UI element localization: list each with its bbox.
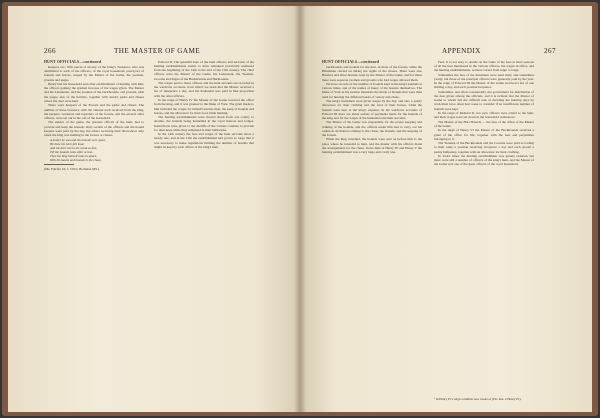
left-col2-para-3: In the reign of Henry IV the Master of the Game received the office from the king, and it was granted to the Duke of York. The grant made to him included the wages for himself and his men, the keep of hounds and horses, and the allowance for their food while hunting. (154, 98, 254, 115)
right-section-head: HUNT OFFICIALS—continued (322, 60, 380, 64)
left-col2-para-1: Edward II. The splendid state of the hunt officers and servants of the hunting establishments seems to have remained practically unaltered from the beginning of the 14th to the end of the 15th century. The chief officers were the Master of the Game, his Lieutenant, the Yeomen, Grooms and Pages of the Buckhounds and Harthounds. (154, 60, 254, 81)
right-col2-para-6: In the reign of Henry VI the Master of the Buckhounds received a grant of the office for life, together with the fees and perquisites belonging to it. (434, 128, 534, 141)
footnote-rule (44, 164, 74, 165)
left-column-1 (44, 60, 144, 172)
verse-line: And the deer ran in the wood so fast, (50, 145, 98, 150)
right-page-number: 267 (544, 47, 556, 55)
right-col2-para-4: In the reign of Richard II, two new officers were added to the hunt, and their wages were set down in the household ordinances: (434, 111, 534, 120)
left-col1-para-4: The master of the game, the greatest official of the hunt, had to provide and keep the hounds. Only certain of the officers and the hound keepers were paid by the day, the others receiving their allowances only when the king was hunting in the forests or chases. (44, 120, 144, 137)
verse-line: Till the hounds came after at last. (50, 149, 93, 154)
verse-line: He blew his horn full loud, (50, 141, 85, 146)
right-col1-para-3: The king's huntsmen were given wages by the day, and also a yearly allowance for their clothing and the food of their horses, while the hounds were kept at the king's expense. In the wardrobe accounts of Edward III there are many entries of payments made for the hounds of the king and for the wages of the huntsmen and their servants. (322, 99, 422, 120)
right-col2-para-1: Fees. It is not easy to decide on the value of the fees at most seasons of all the fees mentioned in the various officers, the wages in office, and the hunting establishments, as these varied from reign to reign. (434, 60, 534, 73)
right-page (300, 6, 592, 412)
left-page-number: 266 (44, 47, 56, 55)
book-spread (8, 6, 592, 412)
left-verse (50, 139, 144, 162)
right-col1-para-4: The Master of the Game was responsible for the proper keeping and training of the hounds, and the officers under him had to carry out his orders in all matters relating to the chase, the hounds, and the keeping of the forests. (322, 120, 422, 137)
right-col2-para-2: Sometimes the fees of the huntsmen were paid daily, and sometimes yearly, but those of the principal officers were generally paid by the year. In the reign of Edward III the Master of the Game received a fee of one shilling a day, and each yeoman twopence. (434, 72, 534, 90)
verse-line: Then the king himself rode on apace, (50, 153, 98, 158)
right-footnote: ¹ In Henry IV's reign a number new books of (Pat. Rot. 4 Henry IV). (434, 397, 522, 401)
left-section-head: HUNT OFFICIALS—continued (44, 60, 102, 64)
right-column-1 (322, 60, 422, 154)
left-col2-para-2: The wages paid to these officers and the hunt servants are recorded in the wardrobe accounts, from which we learn that the Master received a fee of ninepence a day, and his lieutenant was paid in like proportion with the other officers. (154, 81, 254, 98)
right-col2-para-7: The Yeomen of the Buckhounds and the Grooms were paid according to their rank; a yeoman receiving twopence a day and each groom a penny halfpenny, together with an allowance for their clothing. (434, 141, 534, 154)
right-column-2 (434, 60, 534, 167)
left-col1-para-1: Keepers etc.; fifth parcel of money of the King's Treasurer, who was distributed to each of the officers, of the royal household, purveyors of hounds and horses, waged by the Master of the Game, the yeomen, grooms and pages. (44, 65, 144, 82)
right-col2-para-5: The Master of the Hart Hounds — the fees of the office of the Master of the Game. (434, 119, 534, 128)
verse-line: With his hawks and hounds in the chase. (50, 157, 102, 162)
right-col2-para-3: Sometimes, and often considerably, the government for distribution of the deer given among the officials, and it is evident that the Master of Game to whom fell the difficult task of deciding the hunting days by wish must have often had cause to consider if an insufficient number of hounds were kept. (434, 89, 534, 111)
left-running-head: THE MASTER OF GAME (114, 47, 201, 55)
book-gutter (294, 6, 306, 412)
verse-line: A hunter he was and his hounds were good, (50, 137, 106, 142)
book-cover (2, 2, 598, 416)
right-col2-para-8: In Tudor times the hunting establishment was greatly reduced, but there were still a number of officers of the king's hunt, and the Master of the Game was one of the great officers of the royal household. (434, 154, 534, 167)
left-column-2 (154, 60, 254, 149)
left-col2-para-5: In the 14th century the fees and wages of the hunt servants show a steady rise, and in the 15th the establishment had grown so large that it was necessary to make regulations limiting the number of hounds that might be kept by each officer of the king's hunt. (154, 132, 254, 149)
right-col1-para-5: When the king travelled, the hounds were sent on before him to the place where he intended to hunt, and the master with his officers made the arrangements for the chase. In the time of Henry IV and Henry V the hunting establishment was a very large and costly one. (322, 137, 422, 154)
left-col1-para-2: Henry had his household and other establishment of hunting with him; the officers gaining the gradual increase of the wages given. The Master and his Lieutenant, and the yeomen of the buckhounds, and grooms, with the pages, also of the harriers, together with sundry parks and chases where the deer were kept. (44, 82, 144, 103)
right-col1-para-1: buckhounds and hounds for the hart, in most of the forests, while the Huntsman carried on during the rights of the chases. There were also Harriers and Otter-hounds, kept by the Master of the Game, and for these there were separate yeomen and grooms who had wages allowed them. (322, 65, 422, 82)
right-col1-para-2: We have records of the number of hounds kept in the king's kennels at various times, and of the names of many of the hounds themselves. The Duke of York in his treatise mentions the kinds of hounds that were then used for hunting the different beasts of venery and chase. (322, 82, 422, 99)
right-running-head: APPENDIX (442, 47, 481, 55)
left-col2-para-4: The hunting establishments were moved about from one county to another, the hounds being kennelled in the royal manors and lodges. Instructions were given to the sheriffs of the various counties to provide for their keep while they remained in their bailiwicks. (154, 115, 254, 132)
left-col1-para-3: There were Keepers of the Forests and the parks and chases. The number of these foresters, with the amount each received from the king, the keepers, verderers and regarders of the forests, and the several other officers, were set out in the roll of the household. (44, 103, 144, 120)
left-verse-citation: (Ms. Fairfax 16, f. 316 b; Bodleian MS.) (44, 167, 100, 172)
left-page (8, 6, 300, 412)
